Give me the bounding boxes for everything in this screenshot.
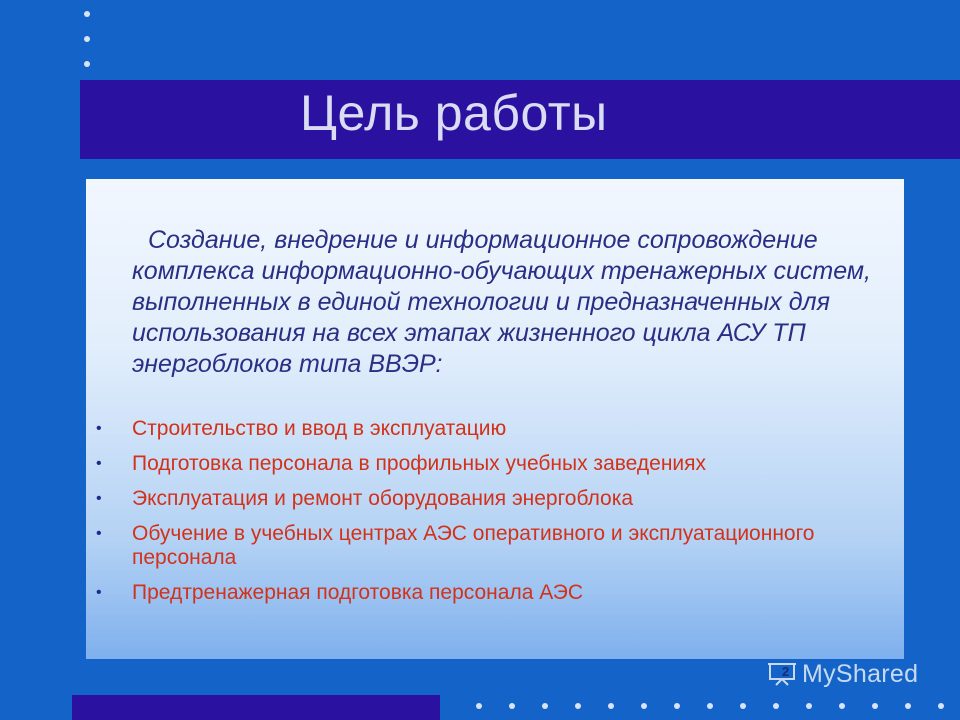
decorative-dot <box>476 703 482 709</box>
decorative-dot <box>773 703 779 709</box>
list-item <box>96 417 886 441</box>
bullet-text: Обучение в учебных центрах АЭС оперативного и эксплуатационного персонала <box>132 522 815 569</box>
decorative-dot <box>839 703 845 709</box>
decorative-dot <box>575 703 581 709</box>
slide-title: Цель работы <box>300 85 608 141</box>
list-item <box>96 452 886 476</box>
list-item <box>96 487 886 511</box>
bullet-text: Подготовка персонала в профильных учебных заведениях <box>132 452 707 475</box>
bullet-list <box>96 417 886 616</box>
watermark[interactable] <box>768 656 918 692</box>
decorative-dot <box>872 703 878 709</box>
bullet-text: Эксплуатация и ремонт оборудования энергоблока <box>132 487 634 510</box>
bullet-icon: • <box>96 525 102 542</box>
list-item <box>96 522 886 570</box>
decorative-dot <box>674 703 680 709</box>
decorative-dot <box>84 61 90 67</box>
bottom-band <box>72 695 440 720</box>
bullet-text: Строительство и ввод в эксплуатацию <box>132 417 507 440</box>
top-decorative-dots <box>84 11 94 86</box>
decorative-dot <box>740 703 746 709</box>
bullet-icon: • <box>96 490 102 507</box>
bottom-decorative-dots <box>476 703 946 711</box>
list-item <box>96 581 886 605</box>
page-number: 2 <box>782 664 790 679</box>
decorative-dot <box>84 36 90 42</box>
bullet-icon: • <box>96 584 102 601</box>
watermark-text: MyShared <box>802 659 919 688</box>
decorative-dot <box>905 703 911 709</box>
decorative-dot <box>608 703 614 709</box>
decorative-dot <box>641 703 647 709</box>
decorative-dot <box>938 703 944 709</box>
intro-paragraph: Создание, внедрение и информационное сопровождение комплекса информационно-обучающих тренажерных систем, выполненных в единой технологии и предназначенных для использования на всех этапах жизненного цикла АСУ ТП энергоблоков типа ВВЭР: <box>132 226 871 378</box>
decorative-dot <box>806 703 812 709</box>
bullet-icon: • <box>96 455 102 472</box>
decorative-dot <box>707 703 713 709</box>
bullet-text: Предтренажерная подготовка персонала АЭС <box>132 581 584 604</box>
decorative-dot <box>84 11 90 17</box>
bullet-icon: • <box>96 420 102 437</box>
decorative-dot <box>542 703 548 709</box>
decorative-dot <box>509 703 515 709</box>
